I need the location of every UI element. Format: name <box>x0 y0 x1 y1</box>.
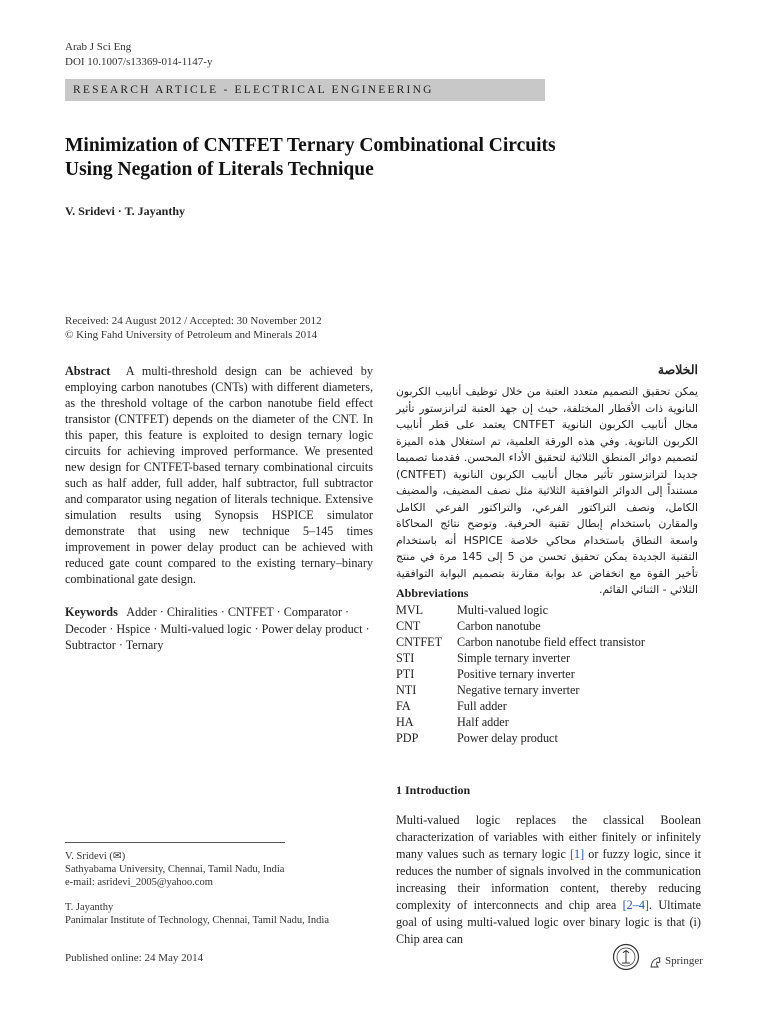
abbreviation-definition: Power delay product <box>457 731 558 745</box>
copyright: © King Fahd University of Petroleum and Minerals 2014 <box>65 329 318 341</box>
abbreviation-definition: Negative ternary inverter <box>457 683 580 697</box>
abbreviation-definition: Multi-valued logic <box>457 603 549 617</box>
title-line-2: Using Negation of Literals Technique <box>65 159 374 180</box>
citation-link-1[interactable]: [1] <box>570 847 585 861</box>
journal-name: Arab J Sci Eng <box>65 41 132 53</box>
dates <box>65 314 322 342</box>
received-accepted: Received: 24 August 2012 / Accepted: 30 November 2012 <box>65 315 322 327</box>
keywords-text: Adder · Chiralities · CNTFET · Comparator · Decoder · Hspice · Multi-valued logic · Power delay product · Subtractor · Ternary <box>65 605 370 652</box>
keywords-label: Keywords <box>65 605 118 619</box>
abbreviation-term: MVL <box>396 603 424 617</box>
introduction-heading: 1 Introduction <box>396 783 471 797</box>
abbreviation-row <box>396 618 645 634</box>
abstract-label: Abstract <box>65 364 111 378</box>
affiliation-2-name: T. Jayanthy <box>65 902 114 913</box>
abbreviation-term: CNT <box>396 619 421 633</box>
abbreviation-definition: Simple ternary inverter <box>457 651 571 665</box>
abbreviation-row <box>396 714 645 730</box>
abbreviation-row <box>396 634 645 650</box>
abbreviation-row <box>396 650 645 666</box>
arabic-abstract-text: يمكن تحقيق التصميم متعدد العتبة من خلال توظيف أنابيب الكربون النانوية ذات الأقطار المختلفة، حيث إن جهد العتبة لترانزستور تأثير مجال أنابيب الكربون النانوية CNTFET يعتمد على قطر أنابيب الكربون النانوية. وفي هذه الورقة العلمية، تم استغلال هذه الميزة لتصميم دوائر المنطق الثلاثية لتحقيق الأداء المحسن. فقدمنا تصميما جديدا لترانزستور تأثير مجال أنابيب الكربون النانوية (CNTFET) مستنداً إلى الدوائر التوافقية الثلاثية مثل نصف المضيف، والمضيف الكامل، ونصف التراكتور الفرعي، والتراكتور الفرعي الكامل والمقارن باستخدام إبطال تقنية الحرفية. وتوضح نتائج المحاكاة واسعة النطاق باستخدام محاكي خلاصة HSPICE أنه باستخدام التقنية الجديدة يمكن تحقيق تحسن من 5 إلى 145 مرة في منتج تأخير القوة مع انخفاض عد بوابة مقارنة بتصميم البوابة التوافقية الثلاثي - الثنائي القائم. <box>396 385 699 596</box>
title-line-1: Minimization of CNTFET Ternary Combinational Circuits <box>65 135 556 156</box>
abbreviation-definition: Carbon nanotube field effect transistor <box>457 635 645 649</box>
springer-horse-icon <box>649 955 663 969</box>
introduction-text <box>396 812 701 948</box>
abbreviation-term: PTI <box>396 667 415 681</box>
abbreviation-term: NTI <box>396 683 417 697</box>
abbreviation-term: STI <box>396 651 415 665</box>
citation-link-2[interactable]: [2–4] <box>622 898 649 912</box>
abbreviation-definition: Carbon nanotube <box>457 619 541 633</box>
abbreviation-row <box>396 682 645 698</box>
affiliation-1-email[interactable]: e-mail: asridevi_2005@yahoo.com <box>65 877 213 888</box>
abstract <box>65 363 373 587</box>
publisher-name: Springer <box>665 955 703 967</box>
abbreviation-definition: Full adder <box>457 699 507 713</box>
authors: V. Sridevi · T. Jayanthy <box>65 204 186 218</box>
abbreviations-table <box>396 602 645 746</box>
paper-title <box>65 134 665 182</box>
intro-part-1: Multi-valued logic replaces the classical Boolean characterization of variables with either finitely or infinitely many values such as ternary logic <box>396 813 701 861</box>
doi[interactable]: DOI 10.1007/s13369-014-1147-y <box>65 56 213 68</box>
keywords <box>65 604 373 654</box>
abbreviation-term: HA <box>396 715 414 729</box>
published-date: Published online: 24 May 2014 <box>65 952 204 964</box>
abbreviation-definition: Positive ternary inverter <box>457 667 575 681</box>
abbreviation-row <box>396 602 645 618</box>
abstract-text: A multi-threshold design can be achieved by employing carbon nanotubes (CNTs) with different diameters, as the threshold voltage of the carbon nanotube field effect transistor (CNTFET) depends on the diameter of the CNT. In this paper, this feature is exploited to design ternary logic circuits for achieving improved performance. We presented new design for CNTFET-based ternary combinational circuits such as half adder, full adder, half subtractor, full subtractor and comparator using negation of literals technique. Extensive simulation results using Synopsis HSPICE simulator demonstrate that using new technique 5–145 times improvement in power delay product can be achieved with reduced gate count compared to the existing ternary–binary combinational gate design. <box>65 364 373 586</box>
abbreviations-heading: Abbreviations <box>396 586 469 600</box>
abbreviation-row <box>396 698 645 714</box>
intro-part-2: or fuzzy logic, since it reduces the number of signals involved in the communication increasing their information content, thereby reducing complexity of interconnects and chip area <box>396 847 702 912</box>
abbreviation-term: PDP <box>396 731 419 745</box>
affiliation-1-name: V. Sridevi (✉) <box>65 851 126 862</box>
affiliation-2 <box>65 901 329 927</box>
kfupm-logo-icon <box>612 943 640 971</box>
abbreviation-term: CNTFET <box>396 635 443 649</box>
affiliation-1-institution: Sathyabama University, Chennai, Tamil Nadu, India <box>65 864 285 875</box>
footnote-divider <box>65 842 285 843</box>
arabic-abstract-title: الخلاصة <box>657 363 698 377</box>
affiliation-2-institution: Panimalar Institute of Technology, Chennai, Tamil Nadu, India <box>65 915 329 926</box>
intro-part-3: . Ultimate goal of using multi-valued logic over binary logic is that (i) Chip area can <box>396 898 701 946</box>
abbreviation-row <box>396 730 645 746</box>
affiliation-1 <box>65 850 284 889</box>
article-type-banner: RESEARCH ARTICLE - ELECTRICAL ENGINEERING <box>65 79 545 101</box>
abbreviation-definition: Half adder <box>457 715 509 729</box>
journal-info <box>65 40 212 70</box>
abbreviation-term: FA <box>396 699 411 713</box>
abbreviation-row <box>396 666 645 682</box>
